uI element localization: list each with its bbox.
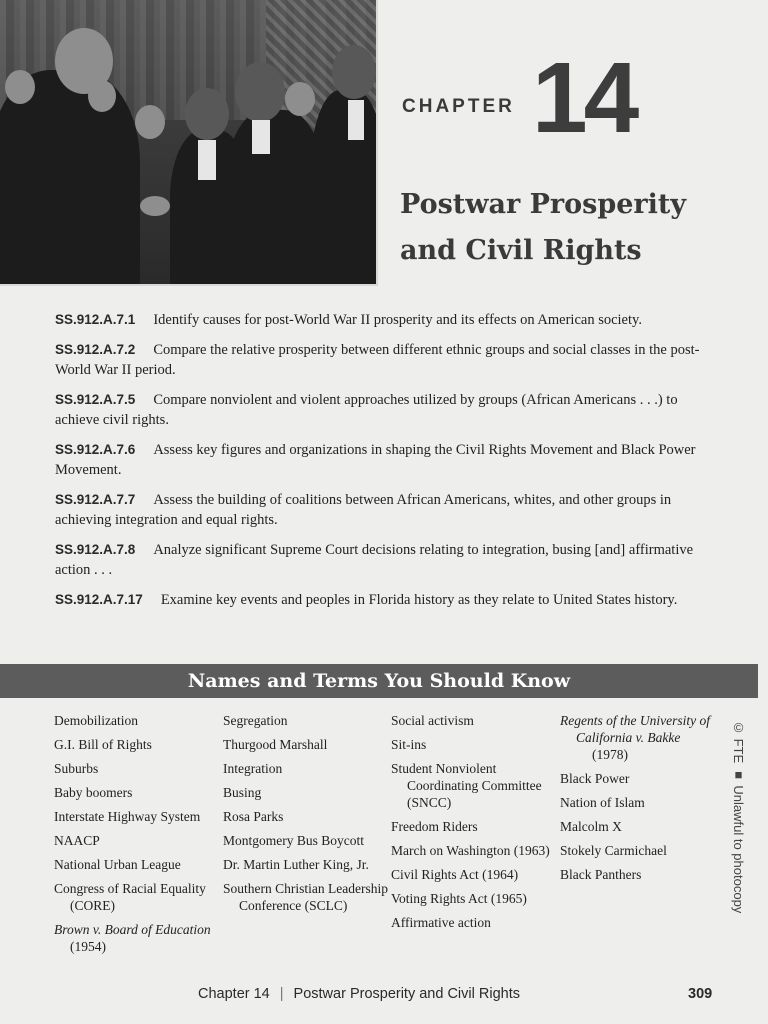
footer-chapter-label: Chapter 14 (198, 986, 270, 1002)
standard-item (55, 440, 715, 480)
term-item: Freedom Riders (391, 819, 478, 834)
standard-text: Analyze significant Supreme Court decisions relating to integration, busing [and] affirmative action . . . (55, 542, 694, 578)
term-item: Voting Rights Act (1965) (391, 891, 527, 906)
term-item: Demobilization (54, 713, 138, 728)
standard-text: Assess key figures and organizations in shaping the Civil Rights Movement and Black Power Movement. (55, 442, 696, 478)
standard-item (55, 310, 715, 330)
standard-code: SS.912.A.7.1 (55, 312, 136, 327)
chapter-number: 14 (532, 42, 636, 154)
term-case-name: Regents of the University of California v. Bakke (560, 713, 710, 745)
term-item: Congress of Racial Equality (CORE) (54, 881, 206, 913)
copyright-note: © FTE ■ Unlawful to photocopy (731, 720, 746, 914)
term-item: Affirmative action (391, 915, 491, 930)
terms-column-3 (391, 712, 551, 938)
standard-code: SS.912.A.7.8 (55, 542, 136, 557)
term-item: Student Nonviolent Coordinating Committee (SNCC) (391, 761, 542, 810)
term-item: Baby boomers (54, 785, 133, 800)
term-item: Nation of Islam (560, 795, 645, 810)
standard-code: SS.912.A.7.7 (55, 492, 136, 507)
terms-column-4 (560, 712, 710, 890)
standard-text: Identify causes for post-World War II prosperity and its effects on American society. (153, 312, 642, 328)
term-item (560, 712, 710, 763)
terms-heading: Names and Terms You Should Know (0, 664, 758, 698)
term-case-year: (1978) (592, 747, 628, 762)
term-item: Civil Rights Act (1964) (391, 867, 519, 882)
standard-text: Compare the relative prosperity between different ethnic groups and social classes in the post-World War II period. (55, 342, 700, 378)
standard-code: SS.912.A.7.6 (55, 442, 136, 457)
standard-text: Compare nonviolent and violent approaches utilized by groups (African Americans . . .) to achieve civil rights. (55, 392, 678, 428)
term-case-year: (1954) (70, 939, 106, 954)
page-number: 309 (688, 986, 713, 1002)
standard-item (55, 340, 715, 380)
standard-code: SS.912.A.7.5 (55, 392, 136, 407)
standard-code: SS.912.A.7.2 (55, 342, 136, 357)
page-footer (198, 986, 520, 1002)
term-item: Thurgood Marshall (223, 737, 328, 752)
term-item: Stokely Carmichael (560, 843, 667, 858)
terms-column-1 (54, 712, 219, 962)
term-item: Segregation (223, 713, 288, 728)
chapter-label: CHAPTER (402, 96, 515, 117)
footer-separator: | (279, 986, 284, 1002)
term-item: March on Washington (1963) (391, 843, 550, 858)
term-case-name: Brown v. Board of Education (54, 922, 211, 937)
term-item: Busing (223, 785, 262, 800)
term-item: G.I. Bill of Rights (54, 737, 152, 752)
standard-code: SS.912.A.7.17 (55, 592, 143, 607)
standard-text: Assess the building of coalitions between African Americans, whites, and other groups in achieving integration and equal rights. (55, 492, 672, 528)
term-item: Suburbs (54, 761, 99, 776)
term-item: Dr. Martin Luther King, Jr. (223, 857, 369, 872)
standard-item (55, 390, 715, 430)
standard-item (55, 490, 715, 530)
term-item: Rosa Parks (223, 809, 284, 824)
term-item: Black Power (560, 771, 630, 786)
term-item: NAACP (54, 833, 100, 848)
footer-title: Postwar Prosperity and Civil Rights (293, 986, 520, 1002)
term-item: Interstate Highway System (54, 809, 201, 824)
term-item (54, 921, 219, 955)
chapter-photo (0, 0, 378, 286)
term-item: Southern Christian Leadership Conference (SCLC) (223, 881, 388, 913)
standard-item (55, 590, 715, 610)
chapter-title-line-1: Postwar Prosperity (400, 189, 687, 220)
chapter-title (400, 182, 740, 274)
term-item: Sit-ins (391, 737, 427, 752)
standard-text: Examine key events and peoples in Florida history as they relate to United States history. (160, 592, 678, 608)
chapter-title-line-2: and Civil Rights (400, 235, 642, 266)
terms-column-2 (223, 712, 393, 921)
standards-list (55, 310, 715, 620)
term-item: National Urban League (54, 857, 181, 872)
term-item: Social activism (391, 713, 474, 728)
term-item: Malcolm X (560, 819, 622, 834)
term-item: Integration (223, 761, 283, 776)
term-item: Montgomery Bus Boycott (223, 833, 364, 848)
standard-item (55, 540, 715, 580)
term-item: Black Panthers (560, 867, 642, 882)
